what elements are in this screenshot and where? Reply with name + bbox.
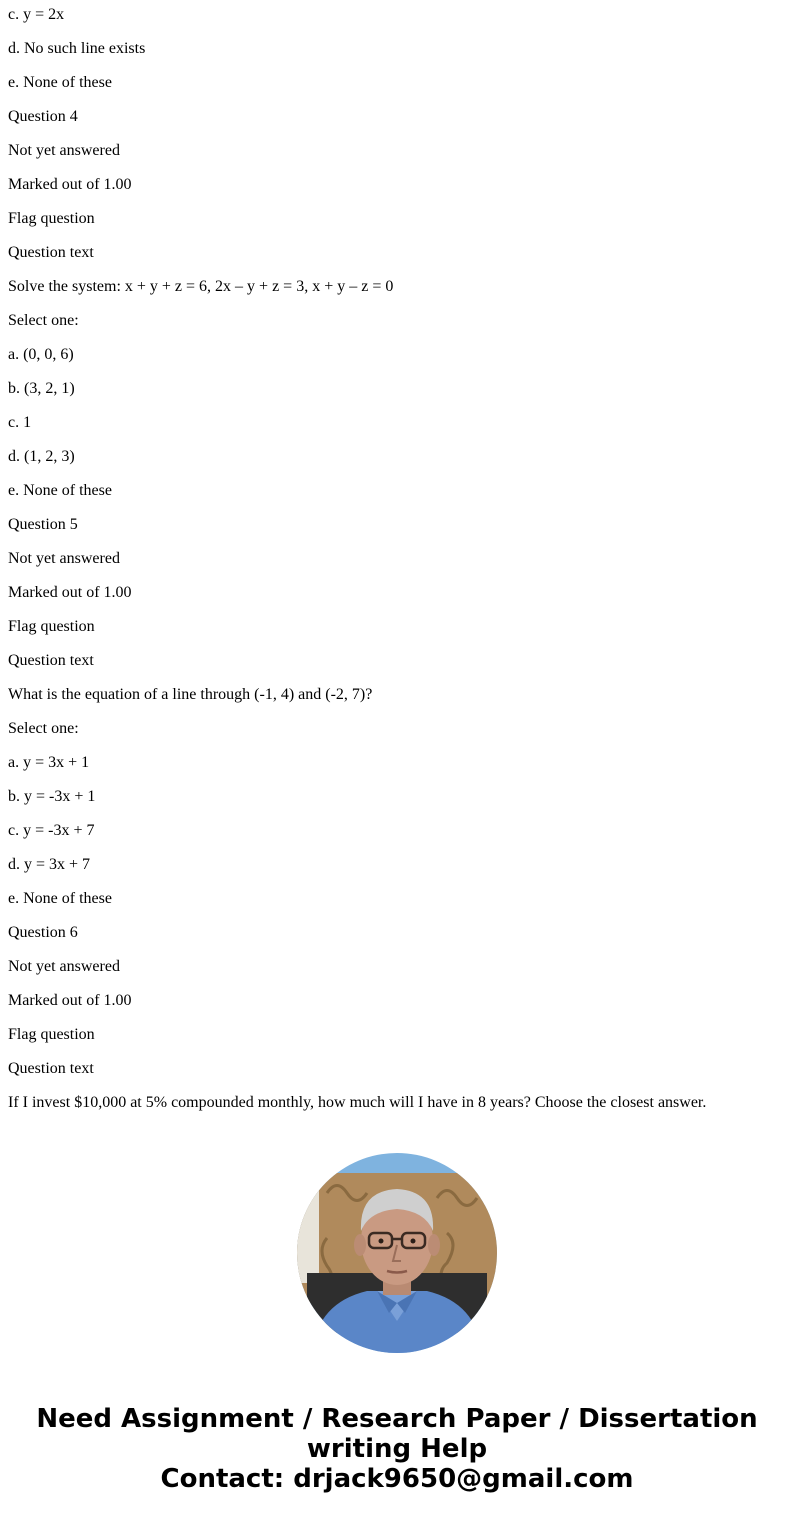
- answer-option[interactable]: b. y = -3x + 1: [8, 788, 96, 805]
- answer-option[interactable]: e. None of these: [8, 890, 112, 907]
- option-line: e. None of these: [8, 74, 112, 91]
- option-line: d. No such line exists: [8, 40, 146, 57]
- question-status: Not yet answered: [8, 958, 120, 975]
- question-heading: Question 5: [8, 516, 78, 533]
- question-heading: Question 4: [8, 108, 78, 125]
- answer-option[interactable]: a. (0, 0, 6): [8, 346, 74, 363]
- answer-option[interactable]: a. y = 3x + 1: [8, 754, 90, 771]
- promo-line-1: Need Assignment / Research Paper / Dissertation: [36, 1404, 758, 1434]
- question-text-label: Question text: [8, 244, 94, 261]
- answer-option[interactable]: c. y = -3x + 7: [8, 822, 95, 839]
- question-prompt: What is the equation of a line through (-1, 4) and (-2, 7)?: [8, 686, 373, 703]
- answer-option[interactable]: d. y = 3x + 7: [8, 856, 91, 873]
- promo-line-2: writing Help: [306, 1434, 488, 1464]
- question-prompt: Solve the system: x + y + z = 6, 2x – y + z = 3, x + y – z = 0: [8, 278, 394, 295]
- answer-option[interactable]: b. (3, 2, 1): [8, 380, 75, 397]
- question-status: Not yet answered: [8, 550, 120, 567]
- avatar: [297, 1153, 497, 1353]
- answer-option[interactable]: c. 1: [8, 414, 32, 431]
- person-photo-icon: [297, 1153, 497, 1353]
- question-prompt: If I invest $10,000 at 5% compounded monthly, how much will I have in 8 years? Choose the closest answer.: [8, 1094, 707, 1111]
- flag-question-link[interactable]: Flag question: [8, 618, 95, 635]
- question-text-label: Question text: [8, 1060, 94, 1077]
- answer-option[interactable]: d. (1, 2, 3): [8, 448, 75, 465]
- flag-question-link[interactable]: Flag question: [8, 1026, 95, 1043]
- question-marks: Marked out of 1.00: [8, 992, 132, 1009]
- answer-option[interactable]: e. None of these: [8, 482, 112, 499]
- promo-contact-line: Contact: drjack9650@gmail.com: [160, 1464, 634, 1494]
- question-text-label: Question text: [8, 652, 94, 669]
- question-marks: Marked out of 1.00: [8, 176, 132, 193]
- select-one-label: Select one:: [8, 720, 79, 737]
- quiz-document: [8, 0, 788, 1122]
- question-heading: Question 6: [8, 924, 78, 941]
- flag-question-link[interactable]: Flag question: [8, 210, 95, 227]
- question-marks: Marked out of 1.00: [8, 584, 132, 601]
- option-line: c. y = 2x: [8, 6, 65, 23]
- promo-banner: [0, 1404, 794, 1494]
- select-one-label: Select one:: [8, 312, 79, 329]
- question-status: Not yet answered: [8, 142, 120, 159]
